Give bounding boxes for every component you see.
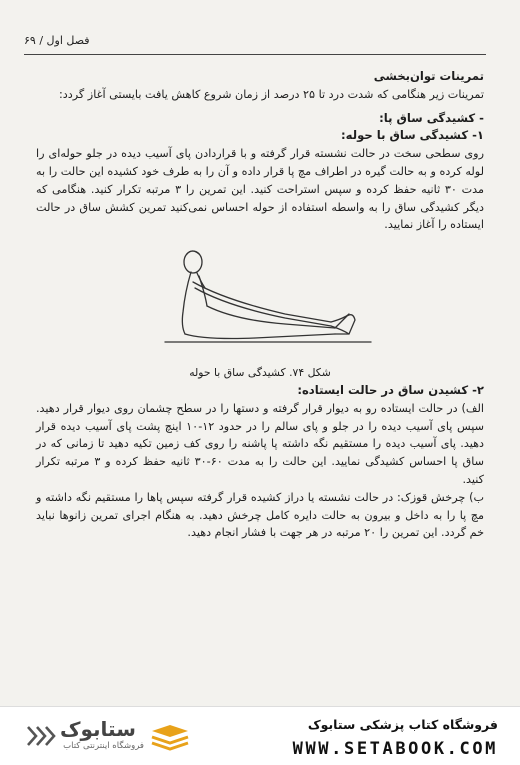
figure-towel-stretch bbox=[135, 242, 385, 360]
book-stack-icon bbox=[150, 723, 190, 753]
page-header bbox=[24, 30, 486, 55]
store-footer-banner bbox=[0, 706, 520, 765]
item1-title: ۱- کشیدگی ساق با حوله: bbox=[341, 128, 484, 143]
item2-paragraph-a: الف) در حالت ایستاده رو به دیوار قرار گرفته و دستها را در سطح چشمان روی دیوار قرار دهید. سپس پای آسیب دیده را در جلو و پای سالم را در حدود ۱۲-۱۰ اینچ پشت پای آسیب دیده قرار دهید. پای آسیب دیده را مستقیم نگه داشته پا پاشنه را روی کف زمین تکیه دهید تا زمانی که در ساق پا احساس کشیدگی نمایید. این حالت را به مدت ۶۰-۳۰ ثانیه حفظ کرده و ۳ مرتبه تکرار کنید. bbox=[36, 401, 484, 486]
item2-title: ۲- کشیدن ساق در حالت ایستاده: bbox=[297, 382, 484, 397]
item2-paragraph-b: ب) چرخش قوزک: در حالت نشسته یا دراز کشیده قرار گرفته سپس پاها را مستقیم نگه داشته و مچ پا را به داخل و بیرون به حالت دایره کامل چرخش دهید. به هنگام اجرای تمرین زانوها نباید خم گردد. این تمرین را ۲۰ مرتبه در هر جهت با فشار انجام دهید. bbox=[36, 490, 484, 540]
item1-paragraph: روی سطحی سخت در حالت نشسته قرار گرفته و با قراردادن پای آسیب دیده در جلو حوله‌ای را لوله کرده و به حالت گیره در اطراف مچ پا قرار داده و آن را به طرف خود کشیده این حالت را به مدت ۳۰ ثانیه حفظ کرده و سپس استراحت کنید. این تمرین را ۳ مرتبه تکرار کنید. هنگامی که دیگر کشیدگی ساق را به واسطه استفاده از حوله احساس نمی‌کنید تمرین کشش ساق در حالت ایستاده را آغاز نمایید. bbox=[36, 147, 485, 232]
subheading-calf-stretch: - کشیدگی ساق پا: bbox=[379, 110, 484, 125]
figure-caption: شکل ۷۴. کشیدگی ساق با حوله bbox=[189, 366, 331, 380]
logo-subtitle: فروشگاه اینترنتی کتاب bbox=[63, 741, 144, 751]
seated-towel-stretch-illustration bbox=[135, 242, 385, 360]
chapter-page-number: فصل اول / ۶۹ bbox=[24, 34, 90, 47]
store-url-link[interactable]: WWW.SETABOOK.COM bbox=[292, 739, 498, 759]
store-name: فروشگاه کتاب پزشکی ستابوک bbox=[307, 717, 498, 732]
logo-brand-text: ستابوک bbox=[60, 717, 136, 741]
section-title: تمرینات توان‌بخشی bbox=[373, 69, 484, 83]
intro-paragraph: تمرینات زیر هنگامی که شدت درد تا ۲۵ درصد از زمان شروع کاهش یافت بایستی آغاز گردد: bbox=[59, 87, 484, 101]
store-logo bbox=[24, 717, 194, 757]
page-content bbox=[36, 68, 484, 542]
